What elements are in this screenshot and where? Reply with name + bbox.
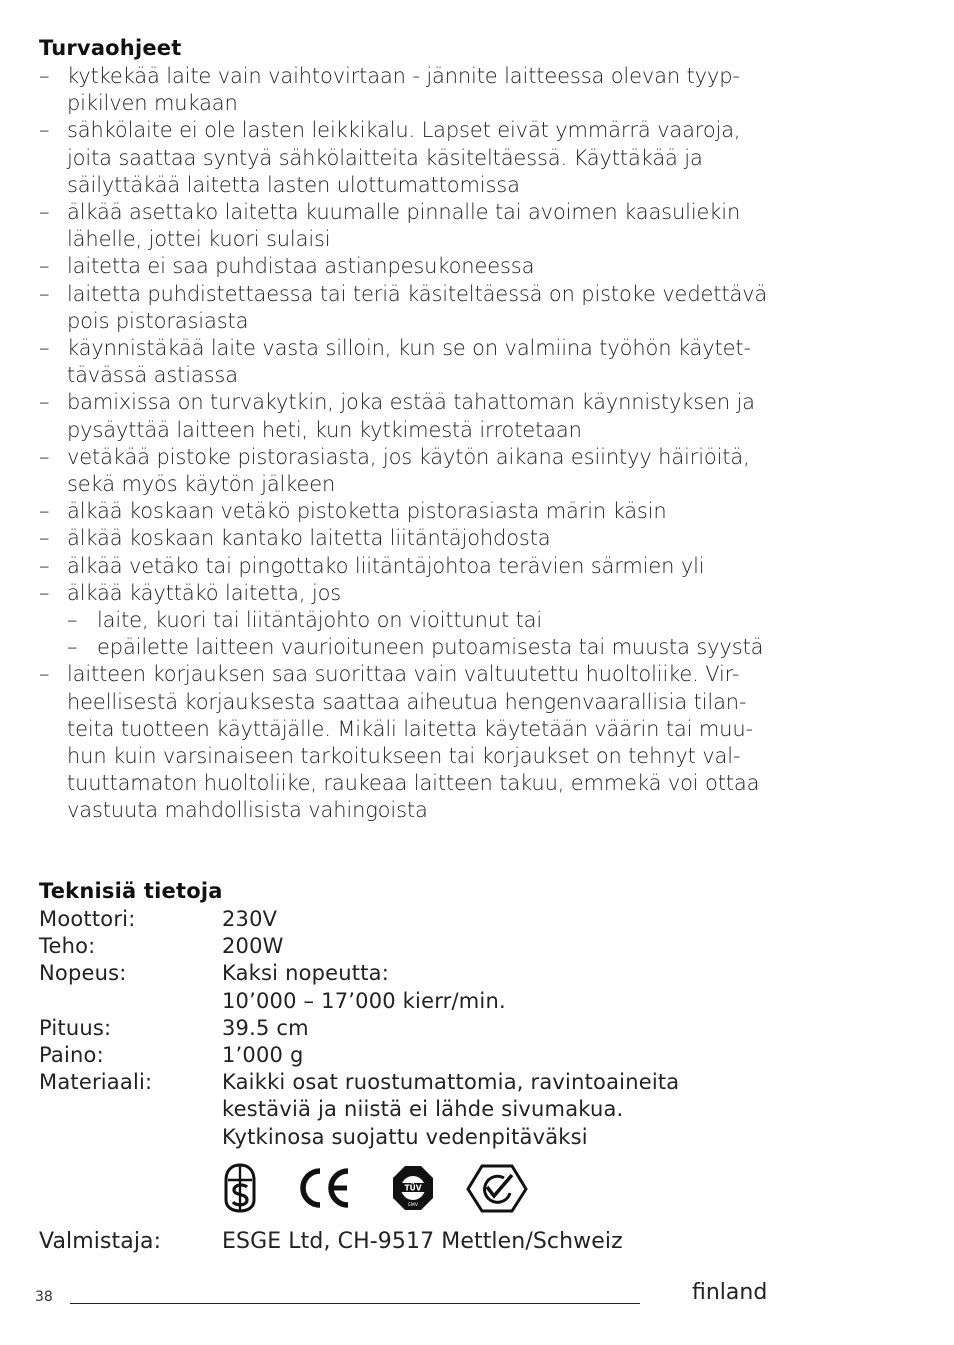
list-item [39,63,779,117]
list-item-line: älkää koskaan vetäkö pistoketta pistorasiasta märin käsin [67,499,667,524]
list-item-line: laitetta puhdistettaessa tai teriä käsiteltäessä on pistoke vedettävä [67,281,768,306]
list-bullet: – [39,64,50,88]
list-item [39,199,779,253]
list-item-line: tävässä astiassa [67,363,238,388]
list-item-line: hun kuin varsinaiseen tarkoitukseen tai korjaukset on tehnyt val- [67,744,741,769]
ce-mark-icon [296,1163,354,1213]
list-item [39,117,779,199]
spec-label: Pituus: [39,1015,112,1040]
spec-label: Materiaali: [39,1070,153,1095]
list-bullet: – [39,390,50,415]
list-item-line: pysäyttää laitteen heti, kun kytkimestä irrotetaan [67,417,582,442]
safety-s-mark-icon [220,1163,260,1213]
tech-specs-table [39,906,779,1151]
list-item-line: teita tuotteen käyttäjälle. Mikäli laitetta käytetään väärin tai muu- [67,716,753,741]
list-item-line: pikilven mukaan [67,91,238,116]
manufacturer-label: Valmistaja: [39,1229,162,1254]
list-item-line: älkää käyttäkö laitetta, jos [67,580,342,605]
spec-row [39,933,779,960]
spec-value-line: 230V [222,907,278,931]
spec-row [39,960,779,1014]
spec-value-line: Kaksi nopeutta: [222,961,390,986]
list-bullet: – [39,118,50,143]
list-item [39,335,779,389]
list-item-line: vetäkää pistoke pistorasiasta, jos käytön aikana esiintyy häiriöitä, [67,444,750,469]
spec-value [222,933,779,960]
page-number: 38 [35,1289,53,1305]
list-bullet: – [39,553,50,578]
list-item [39,444,779,498]
list-item-line: älkää vetäko tai pingottako liitäntäjohtoa terävien särmien yli [67,553,705,578]
tech-specs-heading: Teknisiä tietoja [39,879,223,903]
list-item-line: sähkölaite ei ole lasten leikkikalu. Lapset eivät ymmärrä vaaroja, [67,118,741,143]
spec-label: Nopeus: [39,961,127,986]
spec-value [222,960,779,1014]
list-item [39,389,779,443]
list-bullet: – [39,336,50,361]
svg-text:EMV: EMV [408,1203,418,1208]
manufacturer-value: ESGE Ltd, CH-9517 Mettlen/Schweiz [222,1229,623,1254]
spec-label: Moottori: [39,907,136,931]
certification-marks [0,1163,954,1215]
rcm-mark-icon [466,1163,528,1213]
list-item-line: bamixissa on turvakytkin, joka estää tahattoman käynnistyksen ja [67,390,755,415]
list-item-line: tuuttamaton huoltoliike, raukeaa laitteen takuu, emmekä voi ottaa [67,771,760,796]
list-bullet: – [39,254,50,279]
list-item-line: älkää koskaan kantako laitetta liitäntäjohdosta [67,526,551,551]
list-bullet: – [39,444,50,469]
manufacturer-row [39,1229,623,1254]
list-item-line: sekä myös käytön jälkeen [67,472,336,497]
spec-row [39,1042,779,1069]
list-item [39,281,779,335]
list-item [39,525,779,552]
list-item [39,498,779,525]
spec-value-line: Kaikki osat ruostumattomia, ravintoaineita [222,1070,680,1095]
spec-value-line: 200W [222,934,284,959]
sub-list-item [39,607,779,634]
spec-value-line: 1’000 g [222,1043,304,1068]
spec-value [222,1015,779,1042]
list-item-line: kytkekää laite vain vaihtovirtaan - jännite laitteessa olevan tyyp- [67,64,740,88]
list-bullet: – [39,499,50,524]
list-bullet: – [67,608,78,633]
list-bullet: – [39,580,50,605]
spec-row [39,1015,779,1042]
svg-text:TÜV: TÜV [404,1183,422,1193]
sub-list-item [39,634,779,661]
list-item-line: joita saattaa syntyä sähkölaitteita käsiteltäessä. Käyttäkää ja [67,145,703,170]
list-item-line: säilyttäkää laitetta lasten ulottumattomissa [67,172,520,197]
safety-instructions-list [39,63,779,825]
list-item-line: lähelle, jottei kuori sulaisi [67,227,331,252]
list-item [39,661,779,824]
list-item-line: pois pistorasiasta [67,308,249,333]
spec-value [222,1069,779,1151]
language-label: finland [692,1280,768,1305]
list-item-line: laitetta ei saa puhdistaa astianpesukoneessa [67,254,535,279]
spec-value-line: kestäviä ja niistä ei lähde sivumakua. [222,1097,624,1122]
spec-row [39,906,779,933]
list-item-line: epäilette laitteen vaurioituneen putoamisesta tai muusta syystä [97,635,764,660]
spec-value-line: Kytkinosa suojattu vedenpitäväksi [222,1124,588,1149]
list-bullet: – [39,281,50,306]
list-bullet: – [67,635,78,660]
list-item-line: käynnistäkää laite vasta silloin, kun se on valmiina työhön käytet- [67,336,751,361]
spec-value [222,1042,779,1069]
tuv-mark-icon [390,1163,436,1213]
list-item-line: älkää asettako laitetta kuumalle pinnalle tai avoimen kaasuliekin [67,200,741,225]
list-item [39,253,779,280]
spec-value-line: 10’000 – 17’000 kierr/min. [222,988,506,1013]
list-item [39,580,779,607]
list-item-line: laite, kuori tai liitäntäjohto on vioittunut tai [97,608,543,633]
list-bullet: – [39,526,50,551]
list-item-line: laitteen korjauksen saa suorittaa vain valtuutettu huoltoliike. Vir- [67,662,740,687]
list-item-line: heellisestä korjauksesta saattaa aiheutua hengenvaarallisia tilan- [67,689,747,714]
footer-divider [70,1303,640,1304]
spec-label: Teho: [39,934,96,959]
list-item [39,553,779,580]
list-bullet: – [39,200,50,225]
list-item-line: vastuuta mahdollisista vahingoista [67,798,428,823]
spec-row [39,1069,779,1151]
spec-value [222,906,779,933]
spec-label: Paino: [39,1043,104,1068]
spec-value-line: 39.5 cm [222,1015,309,1040]
safety-heading: Turvaohjeet [39,36,182,60]
list-bullet: – [39,662,50,687]
